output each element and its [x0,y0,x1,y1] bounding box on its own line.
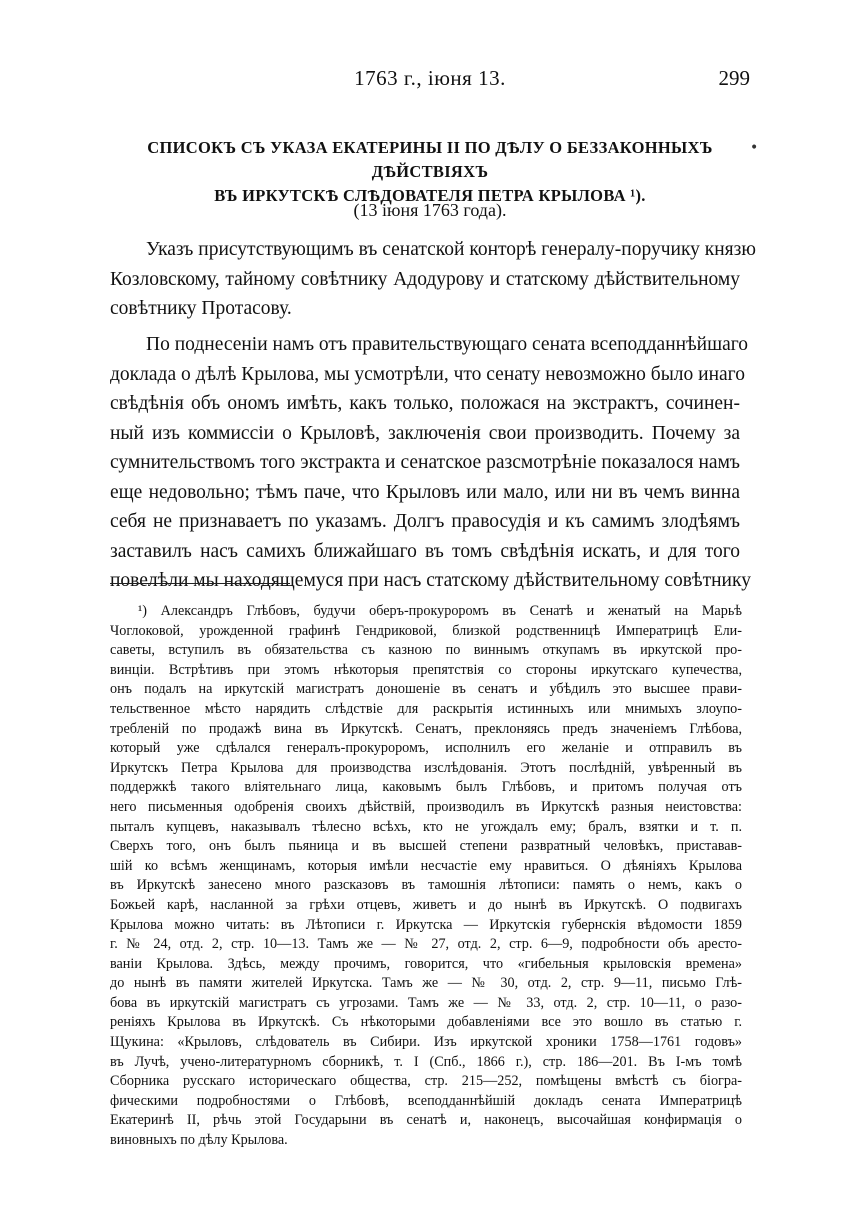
text-line: ный изъ коммиссіи о Крыловѣ, заключенія свои производить. Почему за [110,422,740,444]
footnote-line: Крылова можно читать: въ Лѣтописи г. Иркутска — Иркутскія губернскія вѣдомости 1859 [110,916,742,933]
document-title-line: СПИСОКЪ СЪ УКАЗА ЕКАТЕРИНЫ II ПО ДѢЛУ О БЕЗЗАКОННЫХЪ ДѢЙСТВІЯХЪ [147,138,713,181]
document-title-line: ВЪ ИРКУТСКѢ СЛѢДОВАТЕЛЯ ПЕТРА КРЫЛОВА ¹). [214,186,646,205]
document-title [110,136,750,208]
footnote-line: Екатеринѣ II, рѣчь этой Государыни въ сенатѣ и, наконецъ, высочайшая конфирмація о [110,1112,742,1129]
footnote-line: онъ подалъ на иркутскій магистратъ доношеніе въ сенатъ и убѣдилъ это высшее прави- [110,681,742,698]
footnote-line: Иркутскъ Петра Крылова для производства изслѣдованія. Этотъ послѣдній, увѣренный въ [110,759,742,776]
footnote-line: въ Лучѣ, учено-литературномъ сборникѣ, т. I (Спб., 1866 г.), стр. 186—201. Въ I-мъ томѣ [110,1053,742,1070]
footnote-line: пыталъ купцевъ, наказывалъ тѣлесно всѣхъ, кто не угождалъ ему; бралъ, взятки и т. п. [110,818,742,835]
footnote-divider [110,583,290,584]
document-date: (13 іюня 1763 года). [353,200,507,220]
footnote-line: ваніи Крылова. Здѣсь, между прочимъ, говорится, что «гибельныя крыловскія времена» [110,955,742,972]
paragraph-1 [110,235,756,324]
text-line: себя не признаваетъ по указамъ. Долгъ правосудія и къ самимъ злодѣямъ [110,511,740,532]
text-line: Указъ присутствующимъ въ сенатской конторѣ генералу-поручику князю [146,239,756,260]
text-line: еще недовольно; тѣмъ паче, что Крыловъ или мало, или ни въ чемъ винна [110,481,740,503]
footnote-line: который уже сдѣлался генералъ-прокуроромъ, исполнилъ его желаніе и отправилъ въ [110,740,742,757]
footnote-line: требленій по продажѣ вина въ Иркутскѣ. Сенатъ, преклоняясь предъ значеніемъ Глѣбова, [110,720,742,737]
footnote-line: винціи. Встрѣтивъ при этомъ нѣкоторыя препятствія со стороны иркутскаго купечества, [110,661,742,678]
footnote-line: него письменныя одобренія своихъ дѣйствій, производилъ въ Иркутскѣ разныя неистовства: [110,798,742,815]
footnote-line: г. № 24, отд. 2, стр. 10—13. Тамъ же — № 27, отд. 2, стр. 6—9, подробности объ аресто- [110,936,742,953]
text-line: По поднесеніи намъ отъ правительствующаго сената всеподданнѣйшаго [146,334,749,355]
footnote-line: въ Иркутскѣ занесено много разсказовъ въ тамошнія лѣтописи: память о немъ, какъ о [110,877,742,894]
page-number: 299 [718,66,750,90]
footnote [110,602,742,1151]
footnote-line: фическими подробностями о Глѣбовѣ, всеподданнѣйшій докладъ сената Императрицѣ [110,1092,742,1109]
footnote-line: Сверхъ того, онъ былъ пьяница и въ высшей степени развратный человѣкъ, приставав- [110,838,742,855]
footnote-line: реніяхъ Крылова въ Иркутскѣ. Съ нѣкоторыми добавленіями все это вошло въ статью г. [110,1014,742,1031]
text-line: сумнительствомъ того экстракта и сенатское разсмотрѣніе показалося намъ [110,452,740,473]
running-title: 1763 г., іюня 13. [354,66,506,90]
footnote-line: виновныхъ по дѣлу Крылова. [110,1132,288,1149]
text-line: Козловскому, тайному совѣтнику Адодурову и статскому дѣйствительному [110,268,740,290]
running-header [110,66,750,94]
text-line: заставилъ насъ самихъ ближайшаго въ томъ свѣдѣнія искать, и для того [110,540,740,562]
text-line: свѣдѣнія объ ономъ имѣть, какъ только, положася на экстрактъ, сочинен- [110,393,740,414]
scan-mark: • [750,140,759,156]
footnote-line: Щукина: «Крыловъ, слѣдователь въ Сибири. Изъ иркутской хроники 1758—1761 годовъ» [110,1034,742,1051]
footnote-line: поддержкѣ такого вліятельнаго лица, каковымъ былъ Глѣбовъ, и притомъ получая отъ [110,779,742,796]
footnote-line: Сборника русскаго историческаго общества, стр. 215—252, помѣщены вмѣстѣ съ біогра- [110,1073,742,1090]
footnote-line: шій ко всѣмъ женщинамъ, которыя имѣли несчастіе ему нравиться. О дѣяніяхъ Крылова [110,857,742,874]
text-line: доклада о дѣлѣ Крылова, мы усмотрѣли, что сенату невозможно было инаго [110,363,745,385]
footnote-line: саветы, вступилъ въ обязательства съ казною по виннымъ откупамъ въ иркутской про- [110,642,742,659]
footnote-line: Чоглоковой, урожденной графинѣ Гендриковой, близкой родственницѣ Императрицѣ Ели- [110,622,742,639]
paragraph-2 [110,330,751,596]
footnote-line: Божьей карѣ, насланной за грѣхи отцевъ, живетъ и до нынѣ въ Иркутскѣ. О подвигахъ [110,896,742,913]
footnote-line: до нынѣ въ памяти жителей Иркутска. Тамъ же — № 30, отд. 2, стр. 9—11, письмо Глѣ- [110,975,742,992]
text-line: совѣтнику Протасову. [110,298,292,319]
footnote-line: тельственное мѣсто нарядить слѣдствіе для раскрытія истинныхъ или мнимыхъ злоупо- [110,700,742,717]
footnote-line: ¹) Александръ Глѣбовъ, будучи оберъ-прокуроромъ въ Сенатѣ и женатый на Марьѣ [138,603,742,619]
footnote-line: бова въ иркутскій магистратъ съ угрозами. Тамъ же — № 33, отд. 2, стр. 10—11, о разо- [110,994,742,1011]
text-line: повелѣли мы находящемуся при насъ статскому дѣйствительному совѣтнику [110,570,751,591]
